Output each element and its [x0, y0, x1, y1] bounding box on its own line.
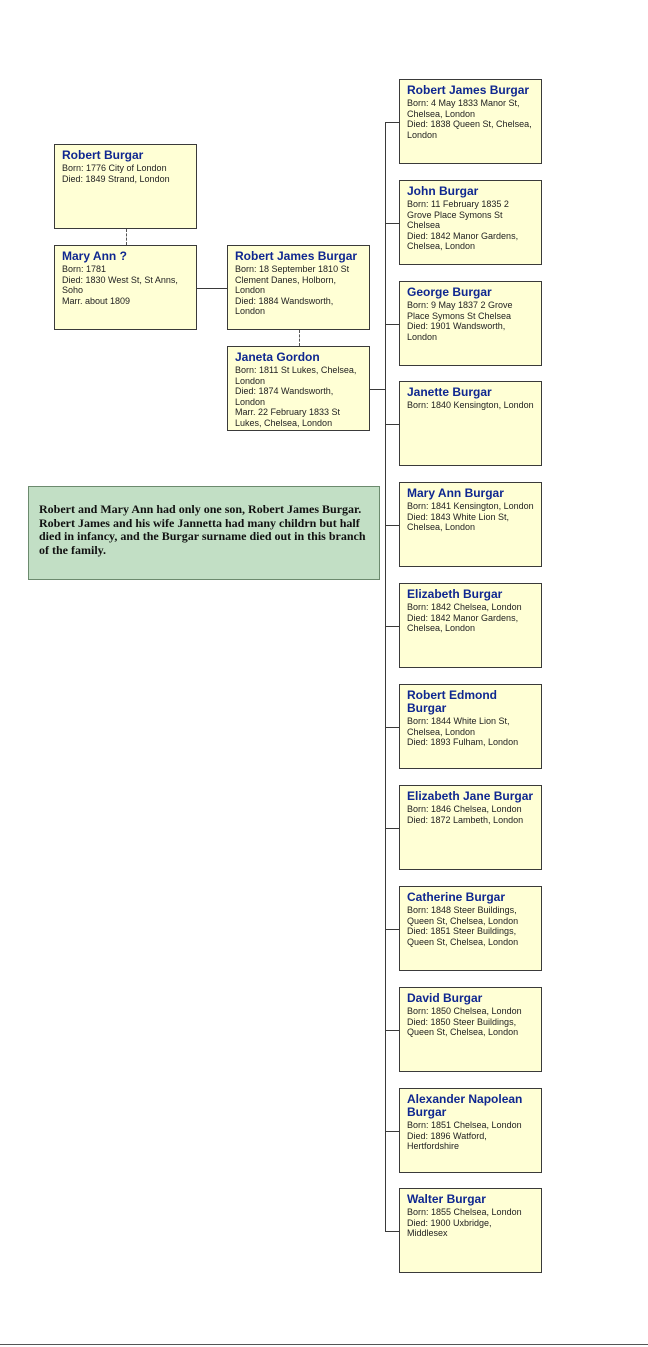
person-details: Born: 1840 Kensington, London: [407, 400, 534, 410]
person-box-janette-burgar[interactable]: [399, 381, 542, 466]
person-details: Born: 11 February 1835 2 Grove Place Symons St Chelsea Died: 1842 Manor Gardens, Chelsea, London: [407, 199, 519, 252]
child-branch-line: [385, 929, 399, 930]
person-box-alexander-napolean-burgar[interactable]: [399, 1088, 542, 1173]
person-details: Born: 1846 Chelsea, London Died: 1872 Lambeth, London: [407, 804, 524, 825]
child-branch-line: [385, 1231, 399, 1232]
person-box-mary-ann[interactable]: [54, 245, 197, 330]
person-name: Janette Burgar: [407, 385, 492, 399]
child-branch-line: [385, 828, 399, 829]
children-trunk-line: [385, 122, 386, 1231]
person-details: Born: 1781 Died: 1830 West St, St Anns, Soho Marr. about 1809: [62, 264, 178, 306]
family-connector: [370, 389, 385, 390]
person-name: Walter Burgar: [407, 1192, 486, 1206]
child-branch-line: [385, 727, 399, 728]
person-details: Born: 1811 St Lukes, Chelsea, London Died: 1874 Wandsworth, London Marr. 22 February 1833 St Lukes, Chelsea, London: [235, 365, 357, 428]
marriage-connector-robert-james-janeta: [299, 330, 300, 346]
child-branch-line: [385, 1030, 399, 1031]
person-box-george-burgar[interactable]: [399, 281, 542, 366]
person-name: George Burgar: [407, 285, 492, 299]
child-branch-line: [385, 525, 399, 526]
person-name: David Burgar: [407, 991, 483, 1005]
person-details: Born: 1855 Chelsea, London Died: 1900 Uxbridge, Middlesex: [407, 1207, 522, 1239]
person-details: Born: 18 September 1810 St Clement Danes, Holborn, London Died: 1884 Wandsworth, London: [235, 264, 350, 317]
person-name: Mary Ann ?: [62, 249, 127, 263]
person-box-janeta-gordon[interactable]: [227, 346, 370, 431]
person-details: Born: 1841 Kensington, London Died: 1843 White Lion St, Chelsea, London: [407, 501, 534, 533]
parent-child-connector: [197, 288, 227, 289]
family-note-text: Robert and Mary Ann had only one son, Robert James Burgar. Robert James and his wife Jannetta had many childrn but half died in infancy, and the Burgar surname died out in this branch of the family.: [39, 502, 366, 557]
person-name: Elizabeth Burgar: [407, 587, 503, 601]
person-box-david-burgar[interactable]: [399, 987, 542, 1072]
person-name: Robert Burgar: [62, 148, 144, 162]
person-details: Born: 1842 Chelsea, London Died: 1842 Manor Gardens, Chelsea, London: [407, 602, 522, 634]
child-branch-line: [385, 1131, 399, 1132]
child-branch-line: [385, 424, 399, 425]
child-branch-line: [385, 626, 399, 627]
person-box-robert-burgar[interactable]: [54, 144, 197, 229]
person-details: Born: 1850 Chelsea, London Died: 1850 Steer Buildings, Queen St, Chelsea, London: [407, 1006, 522, 1038]
person-details: Born: 1844 White Lion St, Chelsea, London Died: 1893 Fulham, London: [407, 716, 519, 748]
person-name: Robert James Burgar: [235, 249, 358, 263]
person-name: Robert James Burgar: [407, 83, 530, 97]
person-name: Mary Ann Burgar: [407, 486, 504, 500]
person-box-john-burgar[interactable]: [399, 180, 542, 265]
person-box-elizabeth-jane-burgar[interactable]: [399, 785, 542, 870]
family-note: [28, 486, 380, 580]
person-details: Born: 4 May 1833 Manor St, Chelsea, London Died: 1838 Queen St, Chelsea, London: [407, 98, 532, 140]
person-box-elizabeth-burgar[interactable]: [399, 583, 542, 668]
person-box-catherine-burgar[interactable]: [399, 886, 542, 971]
child-branch-line: [385, 223, 399, 224]
page-bottom-rule: [0, 1344, 648, 1345]
person-name: Catherine Burgar: [407, 890, 506, 904]
person-details: Born: 1851 Chelsea, London Died: 1896 Watford, Hertfordshire: [407, 1120, 522, 1152]
person-details: Born: 1776 City of London Died: 1849 Strand, London: [62, 163, 170, 184]
person-name: Alexander Napolean Burgar: [407, 1092, 523, 1119]
person-box-mary-ann-burgar[interactable]: [399, 482, 542, 567]
person-name: John Burgar: [407, 184, 479, 198]
person-details: Born: 9 May 1837 2 Grove Place Symons St Chelsea Died: 1901 Wandsworth, London: [407, 300, 513, 342]
person-box-robert-edmond-burgar[interactable]: [399, 684, 542, 769]
marriage-connector-robert-mary-ann: [126, 229, 127, 245]
person-details: Born: 1848 Steer Buildings, Queen St, Chelsea, London Died: 1851 Steer Buildings, Queen St, Chelsea, London: [407, 905, 519, 947]
person-name: Robert Edmond Burgar: [407, 688, 497, 715]
person-name: Janeta Gordon: [235, 350, 320, 364]
person-box-walter-burgar[interactable]: [399, 1188, 542, 1273]
child-branch-line: [385, 324, 399, 325]
person-box-robert-james-burgar-1810[interactable]: [227, 245, 370, 330]
child-branch-line: [385, 122, 399, 123]
person-box-robert-james-burgar-1833[interactable]: [399, 79, 542, 164]
person-name: Elizabeth Jane Burgar: [407, 789, 534, 803]
